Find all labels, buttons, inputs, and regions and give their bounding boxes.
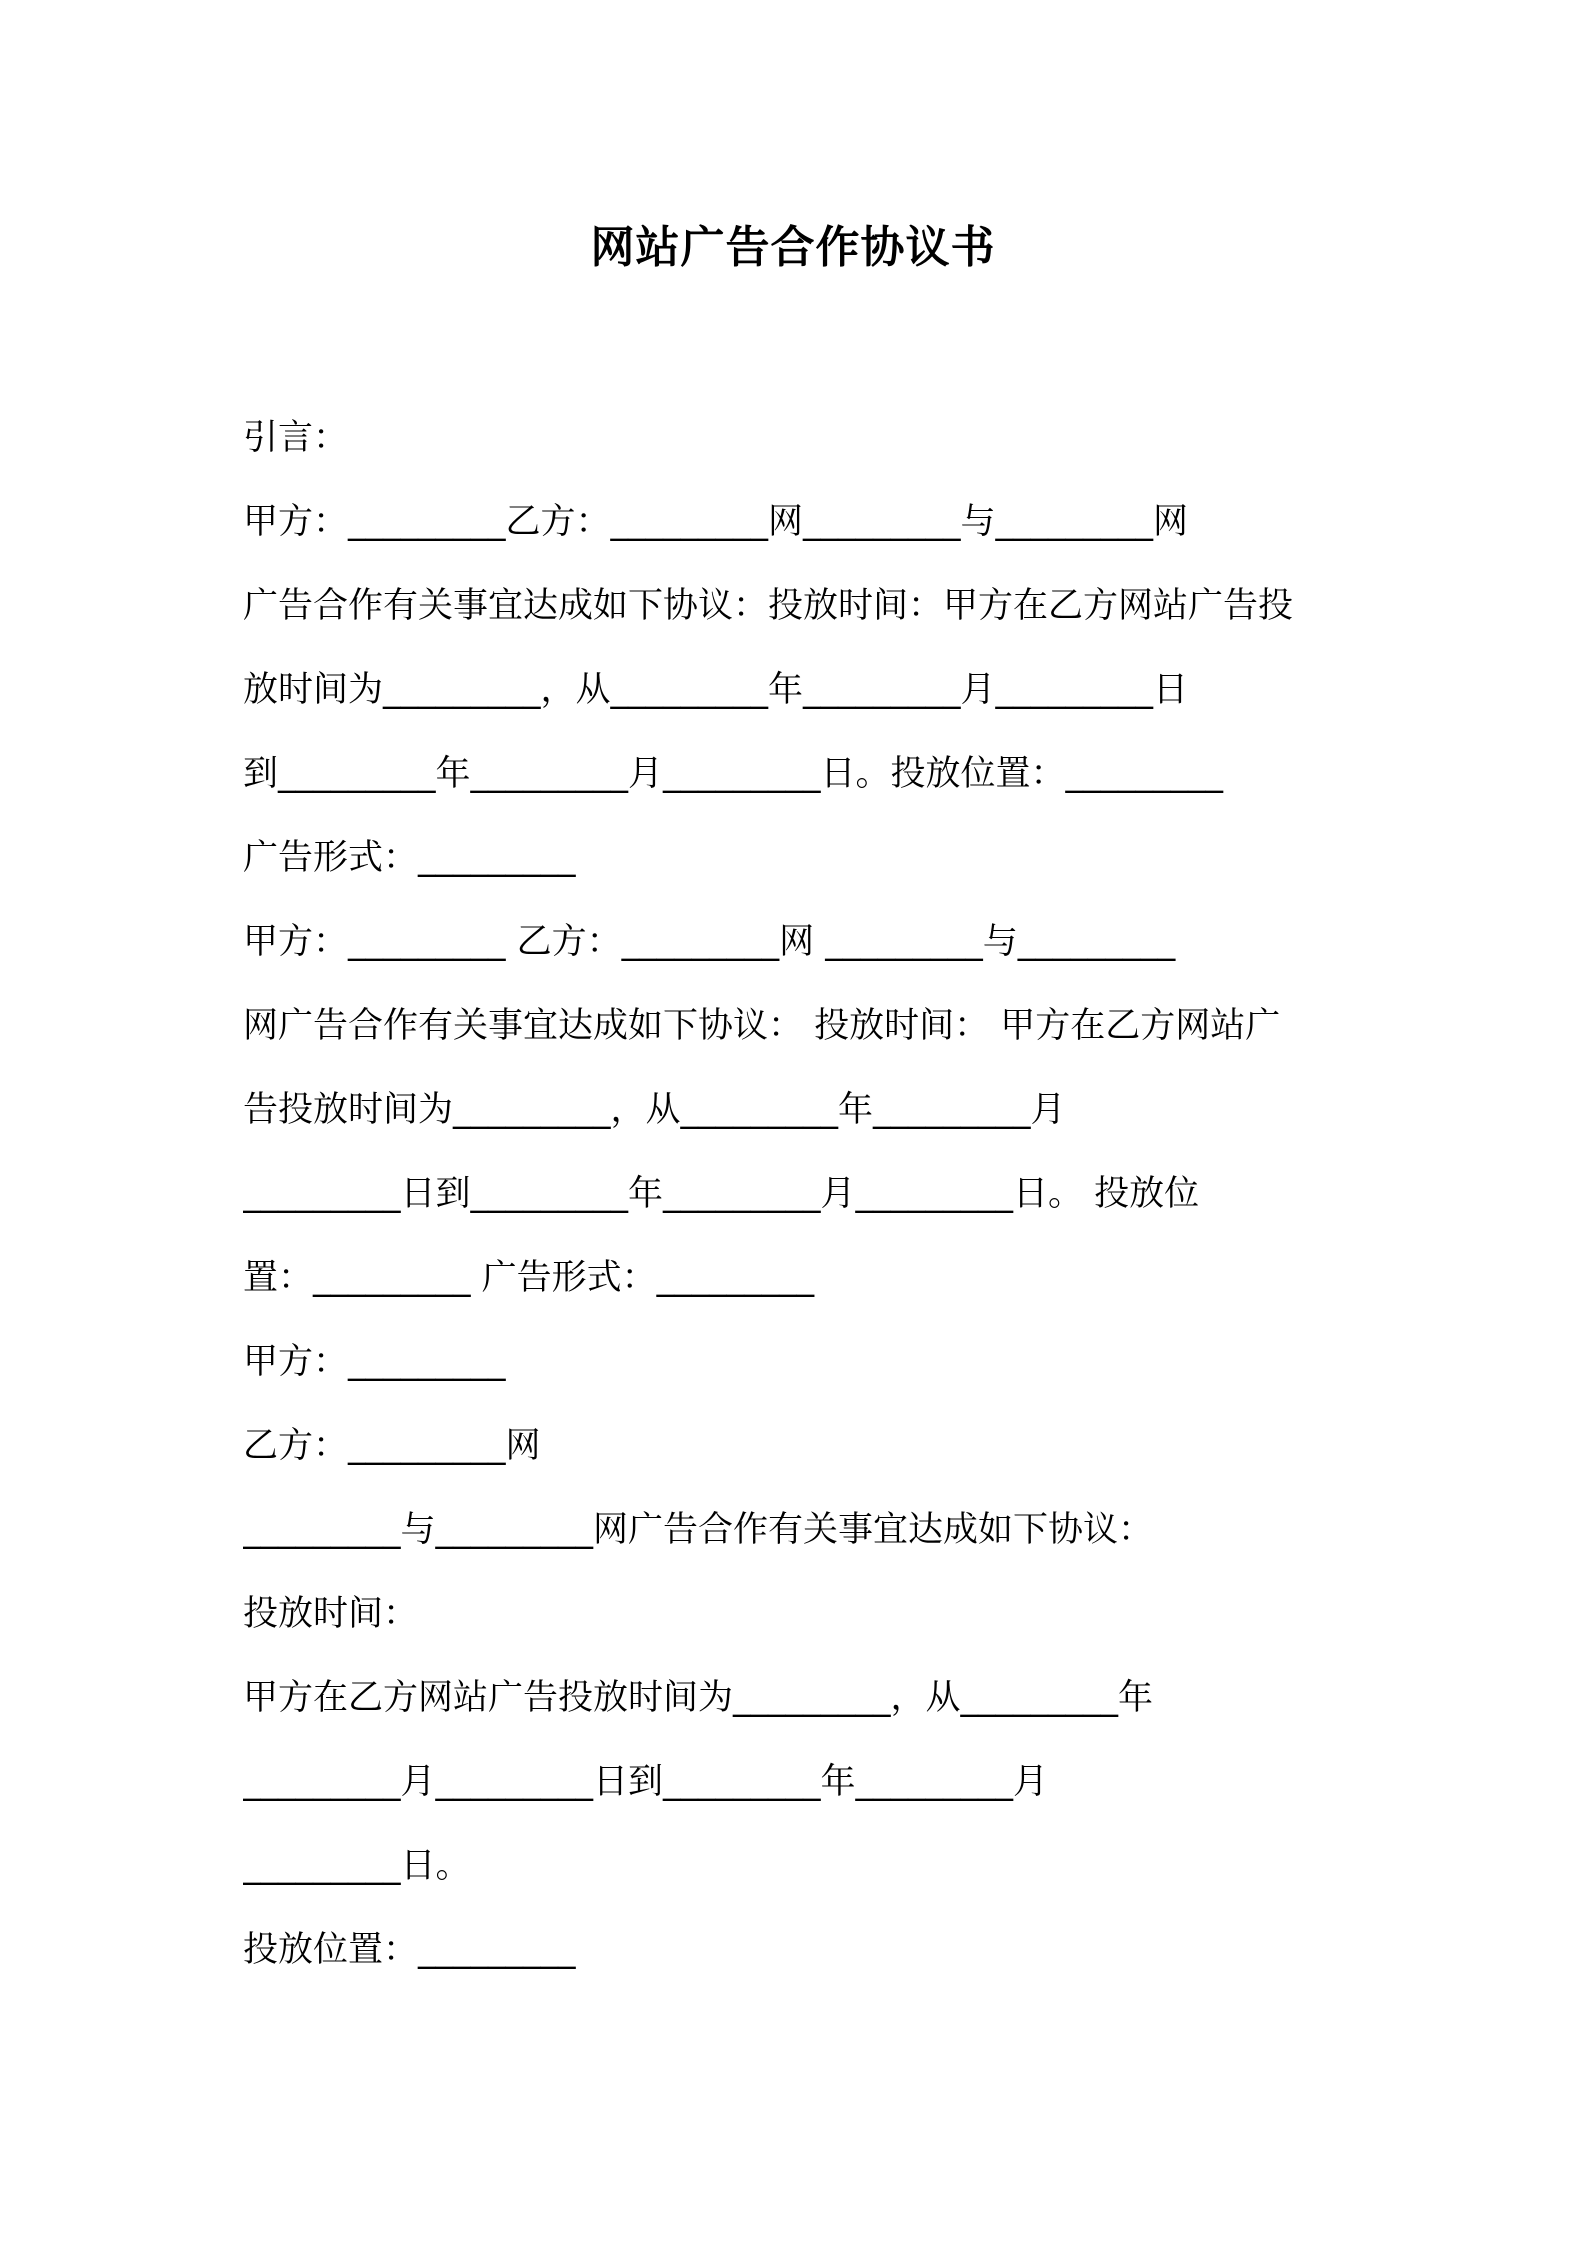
text-line: _________日到_________年_________月_________日。 投放位 <box>243 1174 1200 1214</box>
text-line: 广告形式：_________ <box>243 838 576 878</box>
text-line: 甲方在乙方网站广告投放时间为_________，从_________年 <box>243 1678 1154 1718</box>
text-line: 投放位置：_________ <box>243 1930 576 1970</box>
text-line: _________日。 <box>243 1846 471 1886</box>
text-line: 到_________年_________月_________日。投放位置：_________ <box>243 754 1224 794</box>
text-line-intro: 引言： <box>243 418 349 458</box>
text-line: 告投放时间为_________，从_________年_________月 <box>243 1090 1066 1130</box>
text-line: _________与_________网广告合作有关事宜达成如下协议： <box>243 1510 1154 1550</box>
text-line: 广告合作有关事宜达成如下协议：投放时间：甲方在乙方网站广告投 <box>243 586 1294 626</box>
text-line: 乙方：_________网 <box>243 1426 541 1466</box>
text-line: 甲方：_________ 乙方：_________网 _________与_________ <box>243 922 1176 962</box>
text-line: 甲方：_________乙方：_________网_________与_________网 <box>243 502 1189 542</box>
text-line: 置：_________ 广告形式：_________ <box>243 1258 815 1298</box>
text-line: 网广告合作有关事宜达成如下协议： 投放时间： 甲方在乙方网站广 <box>243 1006 1281 1046</box>
text-line: 甲方：_________ <box>243 1342 506 1382</box>
document-body <box>243 408 1363 2004</box>
text-line: _________月_________日到_________年_________月 <box>243 1762 1049 1802</box>
text-line: 投放时间： <box>243 1594 419 1634</box>
document-title: 网站广告合作协议书 <box>590 222 996 273</box>
text-line: 放时间为_________，从_________年_________月_________日 <box>243 670 1189 710</box>
